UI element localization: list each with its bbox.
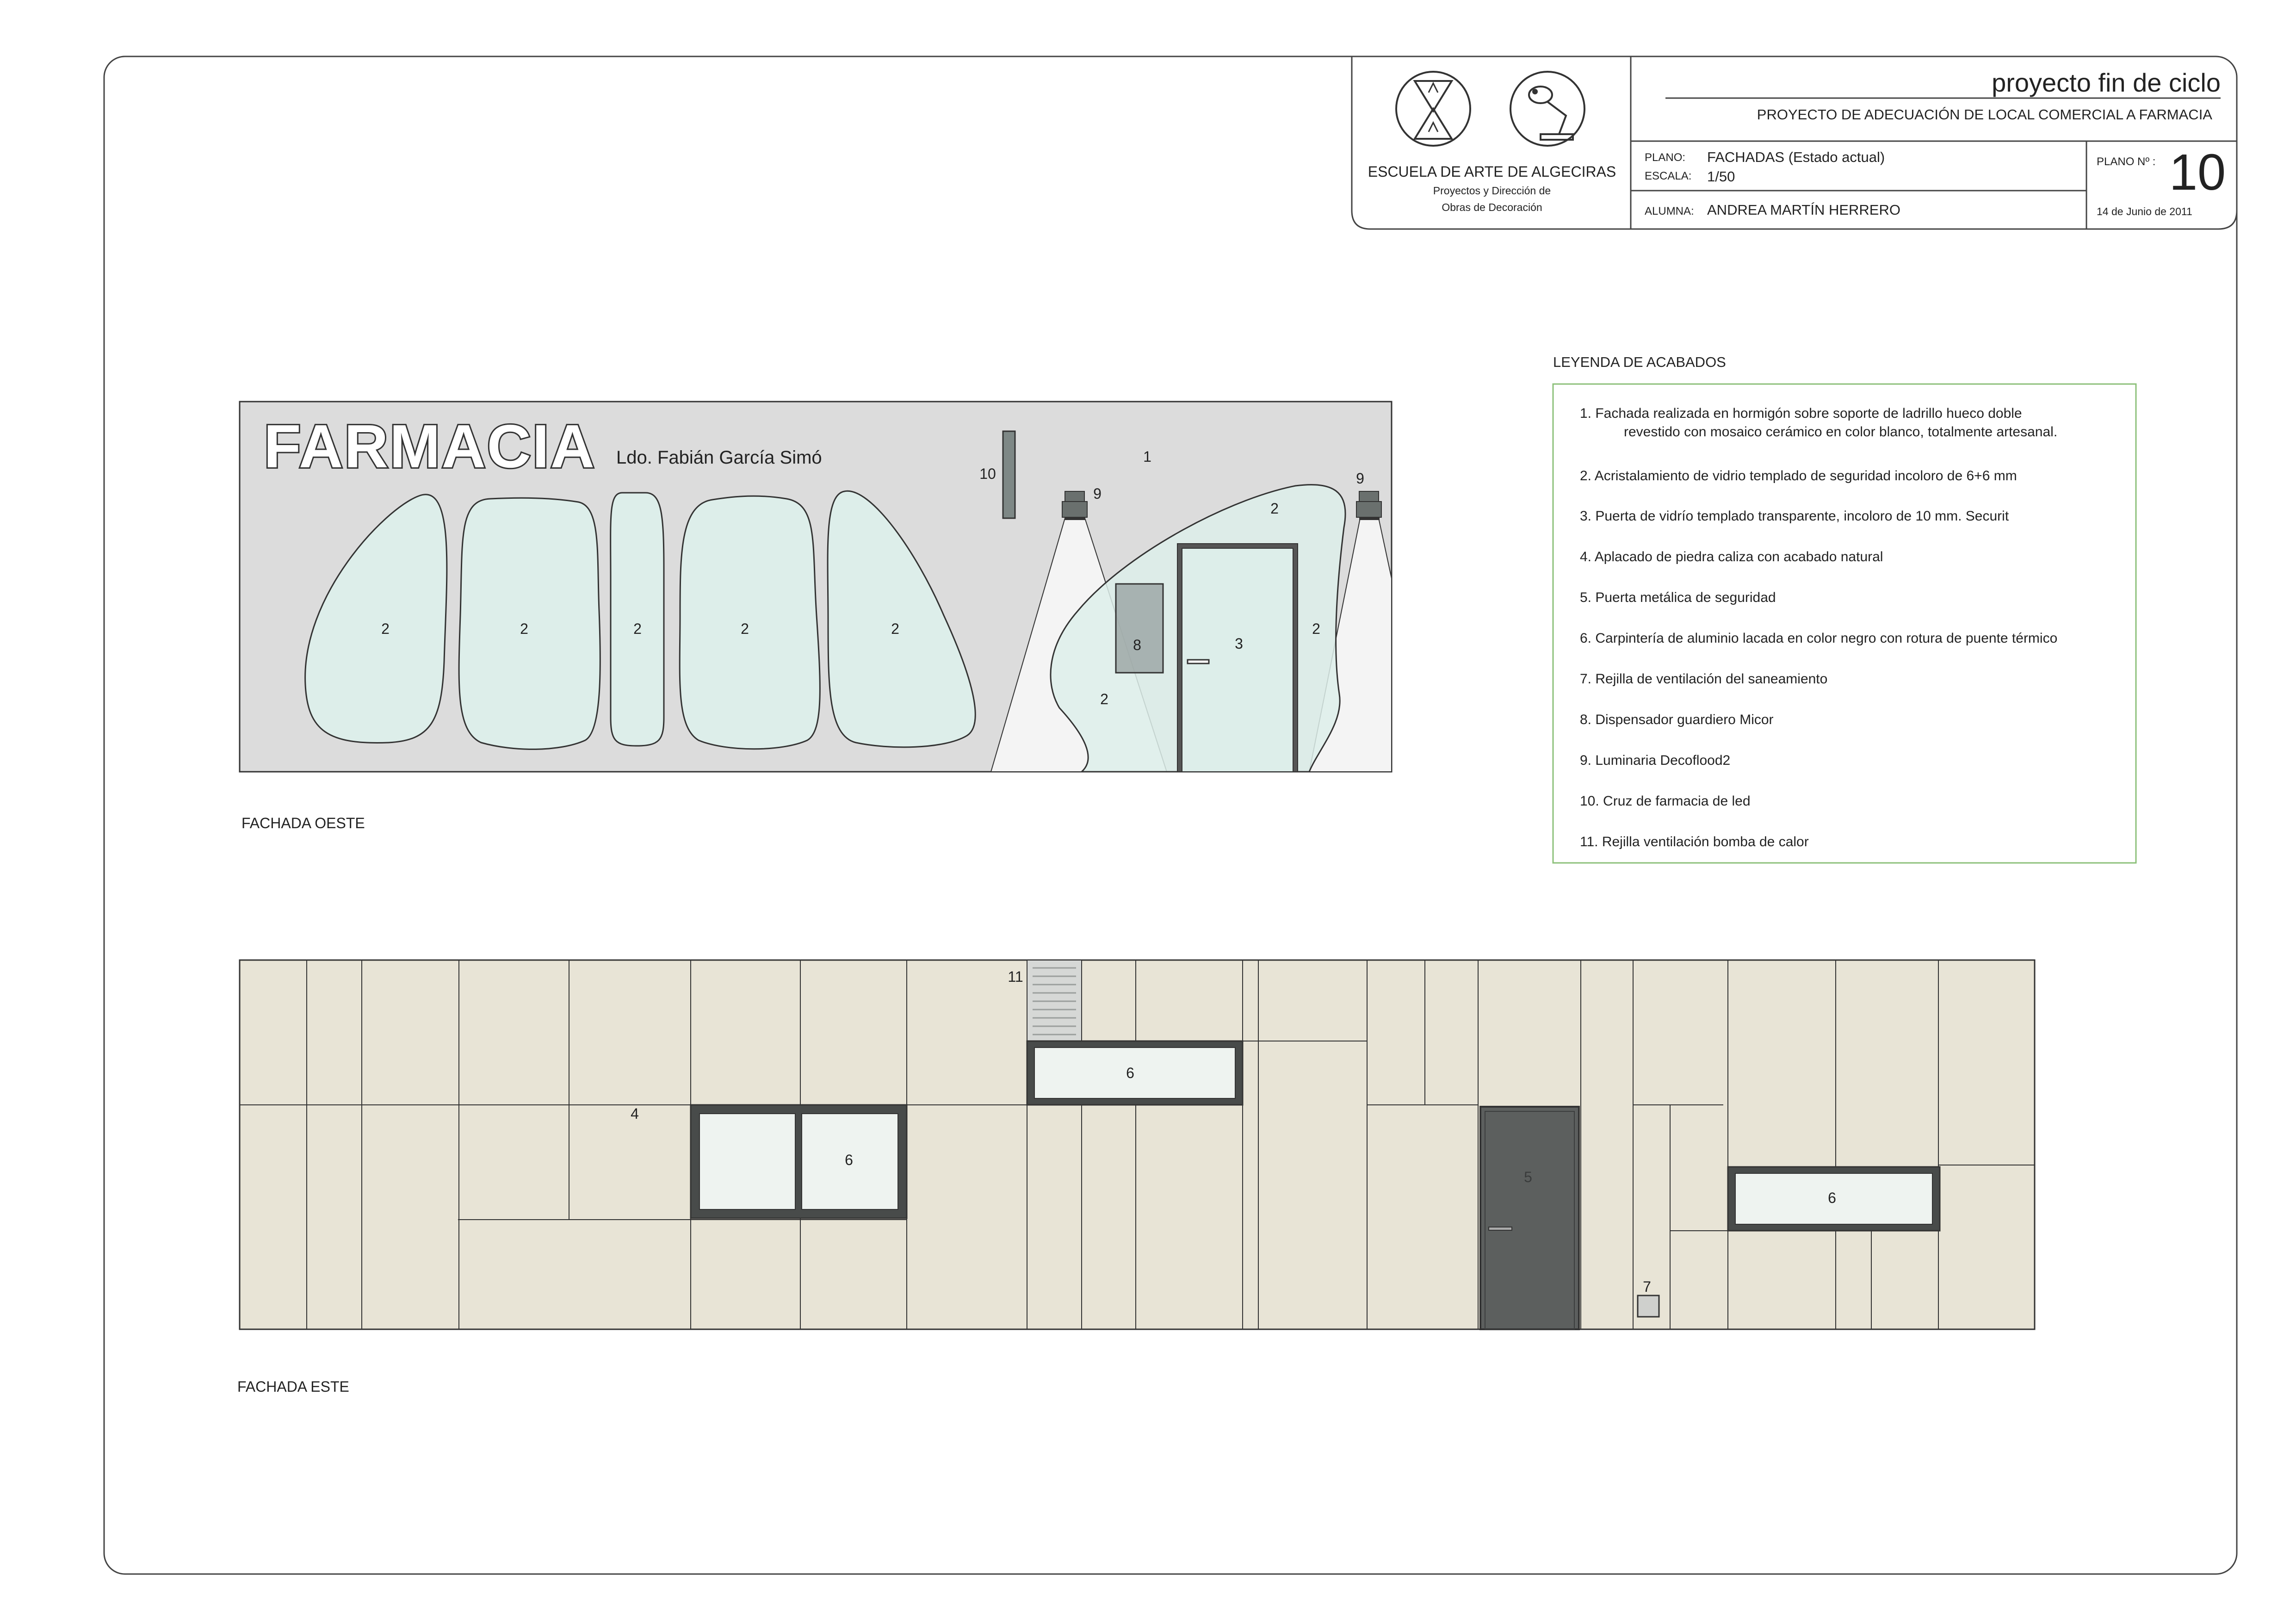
- label-2: 2: [520, 620, 528, 637]
- door-handle: [1489, 1227, 1512, 1230]
- caption-fachada-este: FACHADA ESTE: [237, 1378, 349, 1395]
- legend-item: 11. Rejilla ventilación bomba de calor: [1580, 834, 1809, 849]
- plano-value: FACHADAS (Estado actual): [1707, 149, 1885, 165]
- escala-label: ESCALA:: [1645, 170, 1692, 182]
- legend-item: 9. Luminaria Decoflood2: [1580, 753, 1731, 768]
- label-6: 6: [845, 1152, 853, 1168]
- label-10: 10: [979, 465, 996, 482]
- legend-item: 4. Aplacado de piedra caliza con acabado natural: [1580, 549, 1883, 564]
- door-handle: [1188, 660, 1209, 663]
- sheet-border: [104, 56, 2237, 1574]
- label-2: 2: [633, 620, 642, 637]
- label-6: 6: [1828, 1190, 1836, 1206]
- legend-item: 1. Fachada realizada en hormigón sobre soporte de ladrillo hueco doble: [1580, 406, 2022, 421]
- sanitation-grille-icon: [1638, 1295, 1659, 1317]
- legend: [1553, 354, 2136, 863]
- label-8: 8: [1133, 637, 1141, 653]
- label-9: 9: [1093, 485, 1102, 502]
- plano-number: 10: [2169, 144, 2226, 201]
- label-5: 5: [1524, 1169, 1532, 1185]
- legend-item: 5. Puerta metálica de seguridad: [1580, 590, 1776, 605]
- glass-pane: [611, 493, 664, 746]
- window-double: [691, 1105, 907, 1218]
- school-sub2: Obras de Decoración: [1442, 201, 1542, 213]
- luminaire-icon: [1062, 491, 1087, 520]
- label-6: 6: [1126, 1065, 1134, 1081]
- luminaire-icon: [1356, 491, 1381, 520]
- label-1: 1: [1143, 448, 1151, 465]
- escala-value: 1/50: [1707, 168, 1735, 185]
- label-4: 4: [631, 1105, 639, 1122]
- label-2: 2: [381, 620, 390, 637]
- label-11: 11: [1008, 968, 1023, 985]
- school-logo-icon: [1396, 72, 1470, 146]
- plan-date: 14 de Junio de 2011: [2097, 205, 2192, 217]
- legend-item: 10. Cruz de farmacia de led: [1580, 793, 1751, 809]
- project-title: PROYECTO DE ADECUACIÓN DE LOCAL COMERCIAL A FARMACIA: [1757, 106, 2212, 123]
- ventilation-grille-icon: [1027, 960, 1082, 1041]
- este-wall: [240, 960, 2035, 1329]
- label-2: 2: [1100, 691, 1108, 707]
- fachada-oeste: [240, 402, 1392, 831]
- alumna-value: ANDREA MARTÍN HERRERO: [1707, 202, 1900, 218]
- pharmacy-cross-icon: [1003, 431, 1015, 518]
- legend-item: revestido con mosaico cerámico en color blanco, totalmente artesanal.: [1624, 424, 2058, 440]
- label-2: 2: [1312, 620, 1320, 637]
- owner-name: Ldo. Fabián García Simó: [616, 447, 822, 468]
- alumna-label: ALUMNA:: [1645, 205, 1694, 217]
- legend-item: 2. Acristalamiento de vidrio templado de seguridad incoloro de 6+6 mm: [1580, 468, 2017, 483]
- legend-item: 3. Puerta de vidrío templado transparente, incoloro de 10 mm. Securit: [1580, 508, 2009, 524]
- legend-item: 7. Rejilla de ventilación del saneamiento: [1580, 671, 1828, 687]
- legend-item: 8. Dispensador guardiero Micor: [1580, 712, 1774, 727]
- plano-number-label: PLANO Nº :: [2097, 155, 2156, 168]
- label-9: 9: [1356, 470, 1364, 487]
- window-top: [1027, 1041, 1243, 1105]
- project-type: proyecto fin de ciclo: [1992, 68, 2221, 97]
- dispenser: [1116, 584, 1163, 673]
- farmacia-sign: FARMACIA: [264, 412, 594, 480]
- label-3: 3: [1235, 635, 1243, 652]
- school-sub1: Proyectos y Dirección de: [1433, 185, 1551, 197]
- legend-box: [1553, 384, 2136, 863]
- fachada-este: [237, 960, 2035, 1395]
- label-2: 2: [1270, 500, 1279, 517]
- school-name: ESCUELA DE ARTE DE ALGECIRAS: [1368, 163, 1616, 180]
- glass-pane: [680, 496, 820, 749]
- title-block: [1352, 56, 2237, 229]
- caption-fachada-oeste: FACHADA OESTE: [241, 815, 365, 831]
- lamp-logo-icon: [1510, 72, 1584, 146]
- label-7: 7: [1643, 1278, 1651, 1295]
- legend-item: 6. Carpintería de aluminio lacada en color negro con rotura de puente térmico: [1580, 631, 2058, 646]
- label-2: 2: [741, 620, 749, 637]
- legend-heading: LEYENDA DE ACABADOS: [1553, 354, 1726, 370]
- plano-label: PLANO:: [1645, 151, 1686, 164]
- metal-door: [1480, 1107, 1579, 1329]
- glass-pane: [459, 498, 600, 749]
- label-2: 2: [891, 620, 899, 637]
